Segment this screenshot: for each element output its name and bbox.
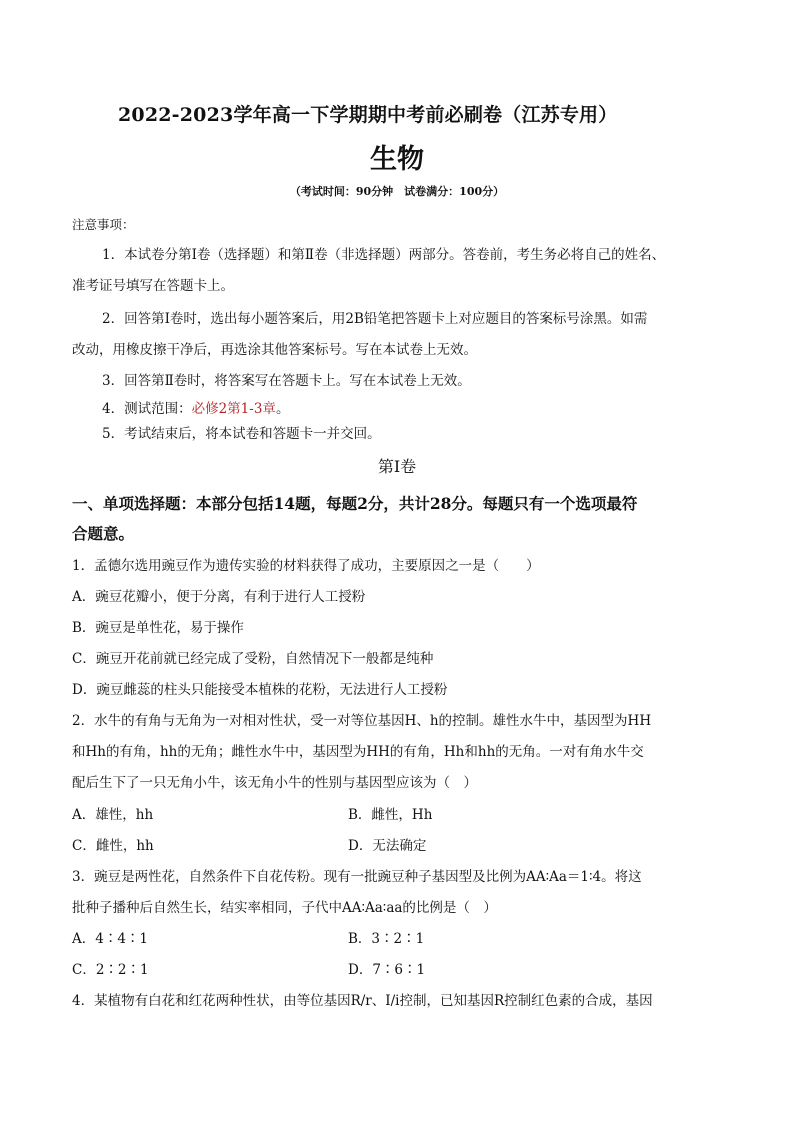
question-2-stem-line-2: 和Hh的有角，hh的无角；雌性水牛中，基因型为HH的有角，Hh和hh的无角。一对有角水牛交 <box>72 744 644 760</box>
question-1-stem: 1．孟德尔选用豌豆作为遗传实验的材料获得了成功，主要原因之一是（ ） <box>72 558 540 574</box>
exam-info: （考试时间：90分钟 试卷满分：100分） <box>289 185 505 198</box>
notice-item-5: 5．考试结束后，将本试卷和答题卡一并交回。 <box>102 426 381 442</box>
question-2-option-b: B．雌性，Hh <box>348 807 433 823</box>
exam-title: 2022-2023学年高一下学期期中考前必刷卷（江苏专用） <box>118 104 618 126</box>
question-1-option-a: A．豌豆花瓣小，便于分离，有利于进行人工授粉 <box>72 589 366 605</box>
question-1-option-b: B．豌豆是单性花，易于操作 <box>72 620 244 636</box>
notice-item-1-line-2: 准考证号填写在答题卡上。 <box>72 278 234 294</box>
notice-item-2-line-2: 改动，用橡皮擦干净后，再选涂其他答案标号。写在本试卷上无效。 <box>72 342 477 358</box>
question-3-option-a: A．4∶4∶1 <box>72 931 149 947</box>
question-4-stem-line-1: 4．某植物有白花和红花两种性状，由等位基因R/r、I/i控制，已知基因R控制红色素的合成，基因 <box>72 993 653 1009</box>
question-1-option-c: C．豌豆开花前就已经完成了受粉，自然情况下一般都是纯种 <box>72 651 434 667</box>
notice-item-4-suffix: 。 <box>275 401 290 417</box>
test-range: 必修2第1-3章 <box>191 401 276 417</box>
question-3-option-c: C．2∶2∶1 <box>72 962 149 978</box>
question-1-option-d: D．豌豆雌蕊的柱头只能接受本植株的花粉，无法进行人工授粉 <box>72 682 448 698</box>
part-1-heading-line-1: 一、单项选择题：本部分包括14题，每题2分，共计28分。每题只有一个选项最符 <box>72 494 638 513</box>
notice-item-2-line-1: 2．回答第Ⅰ卷时，选出每小题答案后，用2B铅笔把答题卡上对应题目的答案标号涂黑。如需 <box>102 311 648 327</box>
question-3-option-b: B．3∶2∶1 <box>348 931 425 947</box>
notice-item-3: 3．回答第Ⅱ卷时，将答案写在答题卡上。写在本试卷上无效。 <box>102 373 471 389</box>
question-3-option-d: D．7∶6∶1 <box>348 962 426 978</box>
subject-title: 生物 <box>370 144 424 175</box>
question-2-stem-line-1: 2．水牛的有角与无角为一对相对性状，受一对等位基因H、h的控制。雄性水牛中，基因型为HH <box>72 713 652 729</box>
question-3-stem-line-1: 3．豌豆是两性花，自然条件下自花传粉。现有一批豌豆种子基因型及比例为AA∶Aa＝1∶4。将这 <box>72 869 642 885</box>
part-1-heading-line-2: 合题意。 <box>72 524 135 543</box>
notice-item-4-prefix: 4．测试范围： <box>102 401 192 417</box>
section-title: 第Ⅰ卷 <box>377 457 417 476</box>
question-2-option-d: D．无法确定 <box>348 838 427 854</box>
question-2-option-a: A．雄性，hh <box>72 807 154 823</box>
notice-item-4 <box>102 399 289 419</box>
notice-item-1-line-1: 1．本试卷分第Ⅰ卷（选择题）和第Ⅱ卷（非选择题）两部分。答卷前，考生务必将自己的姓名、 <box>102 247 666 263</box>
notice-heading: 注意事项： <box>72 217 135 232</box>
question-3-stem-line-2: 批种子播种后自然生长，结实率相同，子代中AA∶Aa∶aa的比例是（ ） <box>72 900 497 916</box>
question-2-option-c: C．雌性，hh <box>72 838 154 854</box>
question-2-stem-line-3: 配后生下了一只无角小牛，该无角小牛的性别与基因型应该为（ ） <box>72 775 477 791</box>
